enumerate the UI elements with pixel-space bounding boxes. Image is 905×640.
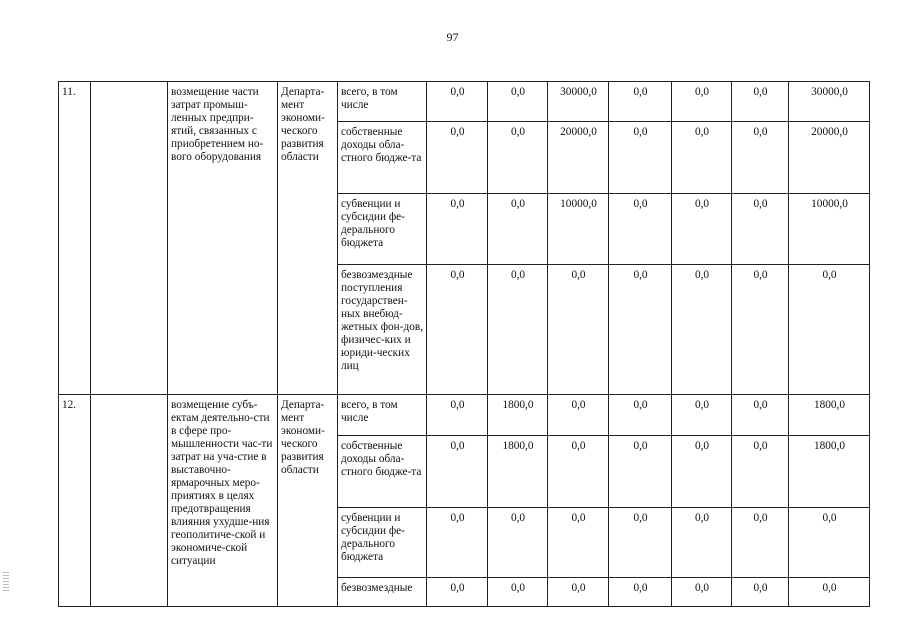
value-cell: 0,0 [672,194,732,265]
funding-source: субвенции и субсидии фе-дерального бюджета [338,508,427,578]
funding-source: собственные доходы обла-стного бюдже-та [338,122,427,194]
empty-cell [91,395,168,607]
funding-source: безвозмездные [338,578,427,607]
value-cell: 0,0 [789,265,870,395]
value-cell: 0,0 [609,194,672,265]
value-cell: 0,0 [488,194,548,265]
value-cell: 1800,0 [488,436,548,508]
value-cell: 0,0 [548,436,609,508]
row-index: 12. [59,395,91,607]
value-cell: 0,0 [789,578,870,607]
value-cell: 0,0 [609,436,672,508]
value-cell: 0,0 [672,82,732,122]
value-cell: 0,0 [732,82,789,122]
funding-source: безвозмездные поступления государствен-ных внебюд-жетных фон-дов, физичес-ких и юриди-ческих лиц [338,265,427,395]
value-cell: 0,0 [732,508,789,578]
value-cell: 30000,0 [548,82,609,122]
value-cell: 0,0 [548,395,609,436]
value-cell: 0,0 [789,508,870,578]
value-cell: 0,0 [672,508,732,578]
value-cell: 0,0 [609,122,672,194]
value-cell: 0,0 [609,265,672,395]
value-cell: 0,0 [427,578,488,607]
value-cell: 10000,0 [548,194,609,265]
value-cell: 0,0 [488,265,548,395]
value-cell: 0,0 [609,508,672,578]
value-cell: 0,0 [488,122,548,194]
value-cell: 0,0 [672,578,732,607]
value-cell: 0,0 [427,508,488,578]
value-cell: 0,0 [427,265,488,395]
table-row [59,82,870,122]
value-cell: 20000,0 [548,122,609,194]
value-cell: 0,0 [488,82,548,122]
funding-source: субвенции и субсидии фе-дерального бюджета [338,194,427,265]
value-cell: 0,0 [672,265,732,395]
value-cell: 0,0 [427,436,488,508]
value-cell: 1800,0 [789,395,870,436]
value-cell: 0,0 [488,508,548,578]
value-cell: 0,0 [427,122,488,194]
measure-description: возмещение части затрат промыш-ленных предпри-ятий, связанных с приобретением но-вого оборудования [168,82,278,395]
value-cell: 0,0 [488,578,548,607]
value-cell: 0,0 [548,508,609,578]
value-cell: 0,0 [609,395,672,436]
value-cell: 0,0 [672,436,732,508]
measure-description: возмещение субъ-ектам деятельно-сти в сфере про-мышленности час-ти затрат на уча-стие в выставочно-ярмарочных меро-приятиях в целях предотвращения влияния ухудше-ния геополитиче-ской и экономиче-ской ситуации [168,395,278,607]
value-cell: 0,0 [672,122,732,194]
value-cell: 0,0 [427,82,488,122]
responsible-department: Департа-мент экономи-ческого развития области [278,395,338,607]
funding-source: всего, в том числе [338,82,427,122]
row-index: 11. [59,82,91,395]
value-cell: 1800,0 [789,436,870,508]
responsible-department: Департа-мент экономи-ческого развития области [278,82,338,395]
value-cell: 0,0 [732,194,789,265]
value-cell: 0,0 [732,122,789,194]
value-cell: 0,0 [609,82,672,122]
funding-source: всего, в том числе [338,395,427,436]
value-cell: 0,0 [732,265,789,395]
value-cell: 0,0 [732,395,789,436]
value-cell: 0,0 [548,265,609,395]
value-cell: 20000,0 [789,122,870,194]
value-cell: 0,0 [427,395,488,436]
funding-source: собственные доходы обла-стного бюдже-та [338,436,427,508]
empty-cell [91,82,168,395]
value-cell: 1800,0 [488,395,548,436]
value-cell: 0,0 [732,436,789,508]
table-row [59,395,870,436]
value-cell: 30000,0 [789,82,870,122]
page-number: 97 [446,30,459,44]
scan-artifact [3,572,9,592]
value-cell: 0,0 [427,194,488,265]
value-cell: 0,0 [732,578,789,607]
value-cell: 0,0 [548,578,609,607]
value-cell: 0,0 [672,395,732,436]
value-cell: 0,0 [609,578,672,607]
budget-table [58,81,870,607]
value-cell: 10000,0 [789,194,870,265]
